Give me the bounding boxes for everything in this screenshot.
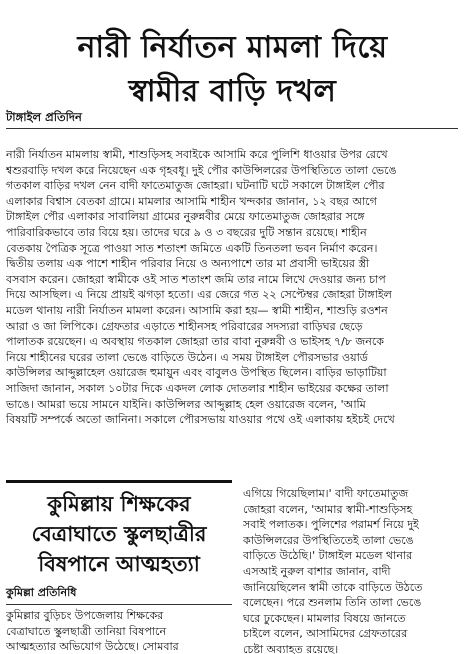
text-line: জোহরা বলেন, 'আমার স্বামী-শাশুড়িসহ bbox=[243, 502, 413, 516]
sidebar-headline bbox=[6, 483, 232, 579]
text-line: বসবাস করেন। জোহরা স্বামীকে ওই সাত শতাংশ জমি তার নামে লিখে দেওয়ার জন্য চাপ bbox=[6, 272, 386, 286]
text-line: আত্মহত্যার অভিযোগ উঠেছে। সোমবার bbox=[6, 640, 179, 654]
text-line: শ্বশুরবাড়ি দখল করে নিয়েছেন এক গৃহবধূ। দুই পৌর কাউন্সিলরের উপস্থিতিতে তালা ভেঙে bbox=[6, 163, 397, 177]
sidebar-headline-line: বিষপানে আত্মহত্যা bbox=[38, 552, 200, 576]
text-line: মডেল থানায় নারী নির্যাতন মামলা করেন। আসামি করা হয়— স্বামী শাহীন, শাশুড়ি রওশন bbox=[6, 303, 388, 317]
text-line: গতকাল বাড়ির দখল নেন বাদী ফাতেমাতুজ জোহরা। ঘটনাটি ঘটে সকালে টাঙ্গাইল পৌর bbox=[6, 179, 385, 193]
article-body bbox=[6, 147, 458, 428]
text-line: পালাতক রয়েছেন। এ অবস্থায় গতকাল জোহরা তার বাবা নুরুন্নবী ও ভাইসহ ৭/৮ জনকে bbox=[6, 335, 384, 349]
text-line: বেতকায় পৈত্রিক সূত্রে পাওয়া সাত শতাংশ জমিতে একটি তিনতলা ভবন নির্মাণ করেন। bbox=[6, 241, 378, 255]
sidebar-byline-divider bbox=[6, 604, 232, 605]
sidebar-headline-line: কুমিল্লায় শিক্ষকের bbox=[47, 492, 191, 516]
text-line: কাউন্সিলর আব্দুল্লাহেল ওয়ারেজ হুমায়ুন এবং বাবুলও উপস্থিত ছিলেন। বাড়ির ভাড়াটিয়া bbox=[6, 366, 387, 380]
text-line: এসআই নুরুল বাশার জানান, বাদী bbox=[243, 564, 391, 578]
text-line: দ্বিতীয় তলায় এক পাশে শাহীন পরিবার নিয়ে ও অন্যপাশে তার মা প্রবাসী ভাইয়ের স্ত্রী bbox=[6, 257, 370, 271]
sidebar-article bbox=[6, 480, 232, 583]
text-line: টাঙ্গাইল পৌর এলাকার সাবালিয়া গ্রামের নুরুন্নবীর মেয়ে ফাতেমাতুজ জোহরার সঙ্গে bbox=[6, 210, 365, 224]
text-line: আরা ও জা লিপিকে। গ্রেফতার এড়াতে শাহীনসহ পরিবারের সদস্যরা বাড়িঘর ছেড়ে bbox=[6, 319, 363, 333]
text-line: কাউন্সিলরের উপস্থিতিতেই তালা ভেঙে bbox=[243, 533, 414, 547]
text-line: নারী নির্যাতন মামলায় স্বামী, শাশুড়িসহ সবাইকে আসামি করে পুলিশি ধাওয়ার উপর রেখে bbox=[6, 148, 388, 161]
text-line: এগিয়ে গিয়েছিলাম।' বাদী ফাতেমাতুজ bbox=[243, 487, 409, 500]
sidebar-body bbox=[6, 608, 232, 654]
text-line: সবাই পলাতক। পুলিশের পরামর্শ নিয়ে দুই bbox=[243, 518, 419, 532]
sidebar-headline-line: বেত্রাঘাতে স্কুলছাত্রীর bbox=[31, 522, 207, 546]
text-line: এলাকার বিশ্বাস বেতকা গ্রামে। মামলার আসামি শাহীন খন্দকার জানান, ১২ বছর আগে bbox=[6, 194, 377, 208]
text-line: চাইলে বলেন, আসামিদের গ্রেফতারের bbox=[243, 627, 408, 641]
article-headline bbox=[10, 26, 455, 114]
text-line: বলেছেন। পরে শুনলাম তিনি তালা ভেঙে bbox=[243, 596, 422, 610]
byline-divider bbox=[6, 128, 458, 129]
text-line: ঘরে ঢুকেছেন। মামলার বিষয়ে জানতে bbox=[243, 611, 406, 625]
article-byline: টাঙ্গাইল প্রতিদিন bbox=[6, 110, 82, 124]
article-body-continued bbox=[243, 486, 458, 654]
text-line: বাড়িতে উঠেছি।' টাঙ্গাইল মডেল থানার bbox=[243, 549, 413, 563]
text-line: নিয়ে শাহীনের ঘরের তালা ভেঙে বাড়িতে উঠেন। এ সময় টাঙ্গাইল পৌরসভার ওয়ার্ড bbox=[6, 350, 368, 364]
headline-line: স্বামীর বাড়ি দখল bbox=[128, 74, 337, 109]
text-line: চেষ্টা অব্যাহত রয়েছে। bbox=[243, 642, 339, 654]
text-line: বিষয়টি সম্পর্কে অতো জানিনা। সকালে পৌরসভায় যাওয়ার পথে ওই এলাকায় হইচই দেখে bbox=[6, 413, 395, 427]
text-line: সাজিদা জানান, সকাল ১০টার দিকে একদল লোক দোতলার শাহীন ভাইয়ের কক্ষের তালা bbox=[6, 381, 389, 395]
text-line: জানিয়েছিলেন স্বামী তাকে বাড়িতে উঠতে bbox=[243, 580, 423, 594]
text-line: ভাঙে। আমরা ভয়ে সামনে যাইনি। কাউন্সিলর আব্দুল্লাহ হেল ওয়ারেজ বলেন, 'আমি bbox=[6, 397, 366, 411]
text-line: দিয়ে আসছিল। এ নিয়ে প্রায়ই ঝগড়া হতো। এর জেরে গত ২২ সেপ্টেম্বর জোহরা টাঙ্গাইল bbox=[6, 288, 392, 302]
headline-line: নারী নির্যাতন মামলা দিয়ে bbox=[77, 30, 388, 65]
text-line: পারিবারিকভাবে তার বিয়ে হয়। তাদের ঘরে ৯ ও ৩ বছরের দুটি সন্তান রয়েছে। শাহীন bbox=[6, 225, 367, 239]
text-line: বেত্রাঘাতে স্কুলছাত্রী তানিয়া বিষপানে bbox=[6, 624, 167, 638]
text-line: কুমিল্লার বুড়িচং উপজেলায় শিক্ষকের bbox=[6, 609, 164, 622]
sidebar-byline: কুমিল্লা প্রতিনিধি bbox=[6, 586, 77, 599]
